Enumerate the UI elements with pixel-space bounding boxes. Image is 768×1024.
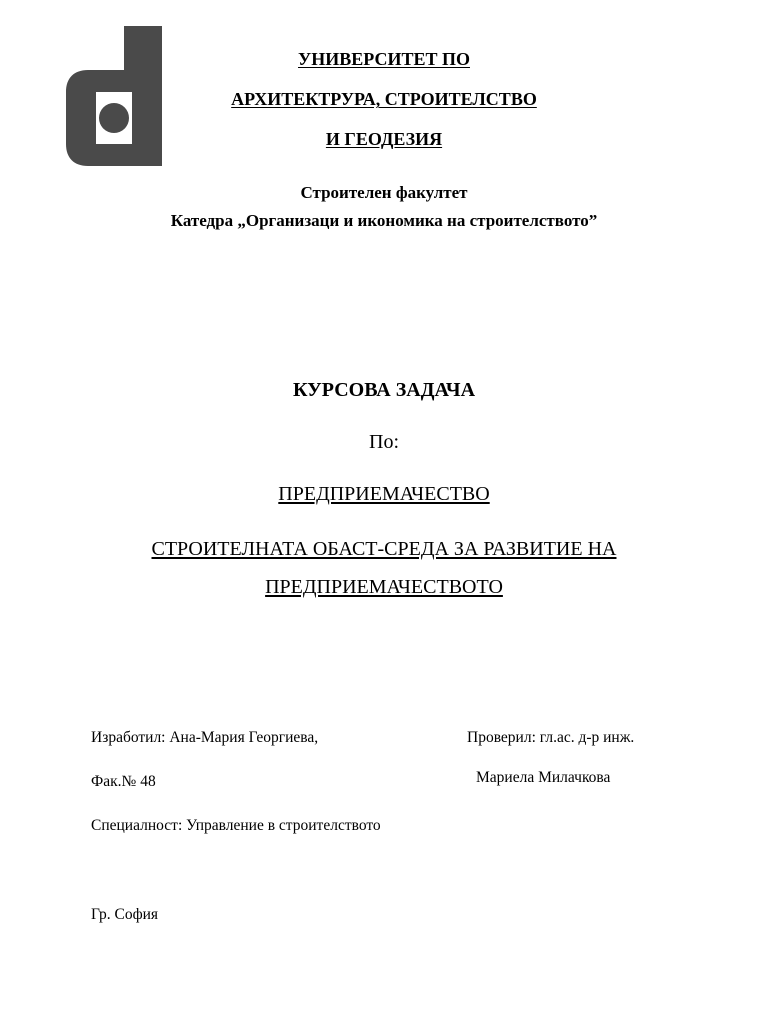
topic-title-line2: ПРЕДПРИЕМАЧЕСТВОТО <box>265 576 503 598</box>
topic-title-line1: СТРОИТЕЛНАТА ОБАСТ-СРЕДА ЗА РАЗВИТИЕ НА <box>151 538 617 560</box>
city: Гр. София <box>91 906 159 923</box>
subject-title: ПРЕДПРИЕМАЧЕСТВО <box>278 483 490 505</box>
author-specialty: Специалност: Управление в строителството <box>91 817 381 834</box>
university-name-line2: АРХИТЕКТРУРА, СТРОИТЕЛСТВО <box>231 89 537 109</box>
reviewer-name: Мариела Милачкова <box>476 769 611 786</box>
university-name-line1: УНИВЕРСИТЕТ ПО <box>298 49 470 69</box>
author-made-by: Изработил: Ана-Мария Георгиева, <box>91 729 319 746</box>
author-faculty-number: Фак.№ 48 <box>91 773 156 790</box>
faculty-name: Строителен факултет <box>300 183 468 202</box>
university-name-line3: И ГЕОДЕЗИЯ <box>325 129 443 149</box>
document-kind: КУРСОВА ЗАДАЧА <box>292 379 476 401</box>
reviewer-checked-by: Проверил: гл.ас. д-р инж. <box>467 729 635 746</box>
department-name: Катедра „Организаци и икономика на строителството” <box>170 211 598 230</box>
document-by-label: По: <box>369 431 399 453</box>
